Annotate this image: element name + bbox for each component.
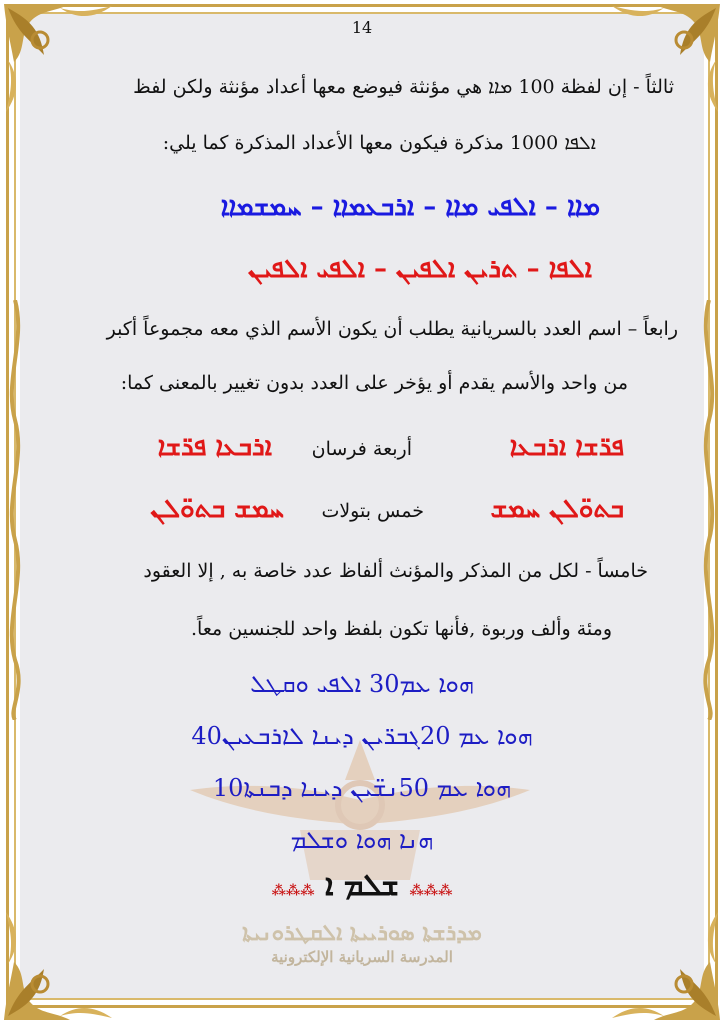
syriac-example: ܒܬܘ̈ܠܢ ܚܡܫ	[490, 494, 624, 524]
syriac-line: ܐܠܦܐ – ܬܪܝܢ ܐܠܦܝܢ – ܐܠܦܝ ܐܠܦܝܢ	[248, 254, 592, 284]
page-number: 14	[351, 18, 373, 37]
end-marker: ܫܠܡ ܐ	[325, 868, 399, 903]
paragraph-line: خامساً - لكل من المذكر والمؤنث ألفاظ عدد خاصة به , إلا العقود	[143, 560, 648, 582]
end-marker-row	[0, 868, 724, 903]
school-name-arabic: المدرسة السريانية الإلكترونية	[271, 948, 453, 966]
example-sentence: ܗܢܐ ܗܘܐ ܘܫܠܡ	[290, 826, 434, 854]
syriac-example: ܚܡܫ ܒܬܘ̈ܠܢ	[150, 494, 284, 524]
ornament-dots: ⁂⁂⁂	[271, 883, 315, 899]
syriac-example: ܐܪܒܥܐ ܦܪ̈ܫܐ	[157, 432, 272, 462]
side-ornament-icon	[2, 300, 28, 720]
syriac-line: ܡܐܐ – ܐܠܦܝ ܡܐܐ – ܐܪܒܥܡܐܐ – ܚܡܫܡܐܐ	[220, 192, 600, 222]
paragraph-line: ܐܠܦܐ 1000 مذكرة فيكون معها الأعداد المذكرة كما يلي:	[162, 132, 596, 154]
paragraph-line: ثالثاً - إن لفظة 100 ܡܐܐ هي مؤنثة فيوضع معها أعداد مؤنثة ولكن لفظ	[133, 76, 674, 98]
arabic-translation: أربعة فرسان	[311, 438, 412, 460]
paragraph-line: ومئة وألف وربوة ,فأنها تكون بلفظ واحد للجنسين معاً.	[191, 618, 612, 640]
example-sentence: ܗܘܐ ܥܡ 20ܓܒܪ̈ܝܢ ܕܝܢܐ ܠܐܪܒܥܝܢ40	[191, 722, 533, 750]
example-sentence: ܗܘܐ ܥܡ 50ܢܫ̈ܝܢ ܕܝܢܐ ܕܒܢܬܐ10	[212, 774, 512, 802]
paragraph-line: من واحد والأسم يقدم أو يؤخر على العدد بدون تغيير بالمعنى كما:	[120, 372, 628, 394]
arabic-translation: خمس بتولات	[321, 500, 424, 522]
side-ornament-icon	[696, 300, 722, 720]
example-sentence: ܗܘܐ ܥܡ30 ܐܠܦܝ ܘܩܛܠ	[250, 670, 474, 698]
ornament-dots: ⁂⁂⁂	[409, 883, 453, 899]
paragraph-line: رابعاً – اسم العدد بالسريانية يطلب أن يكون الأسم الذي معه مجموعاً أكبر	[106, 318, 678, 340]
school-name-syriac: ܡܕܪܫܬܐ ܣܘܪܝܝܬܐ ܐܠܩܛܪܘܢܝܬܐ	[242, 920, 482, 946]
syriac-example: ܦܪ̈ܫܐ ܐܪܒܥܐ	[509, 432, 624, 462]
